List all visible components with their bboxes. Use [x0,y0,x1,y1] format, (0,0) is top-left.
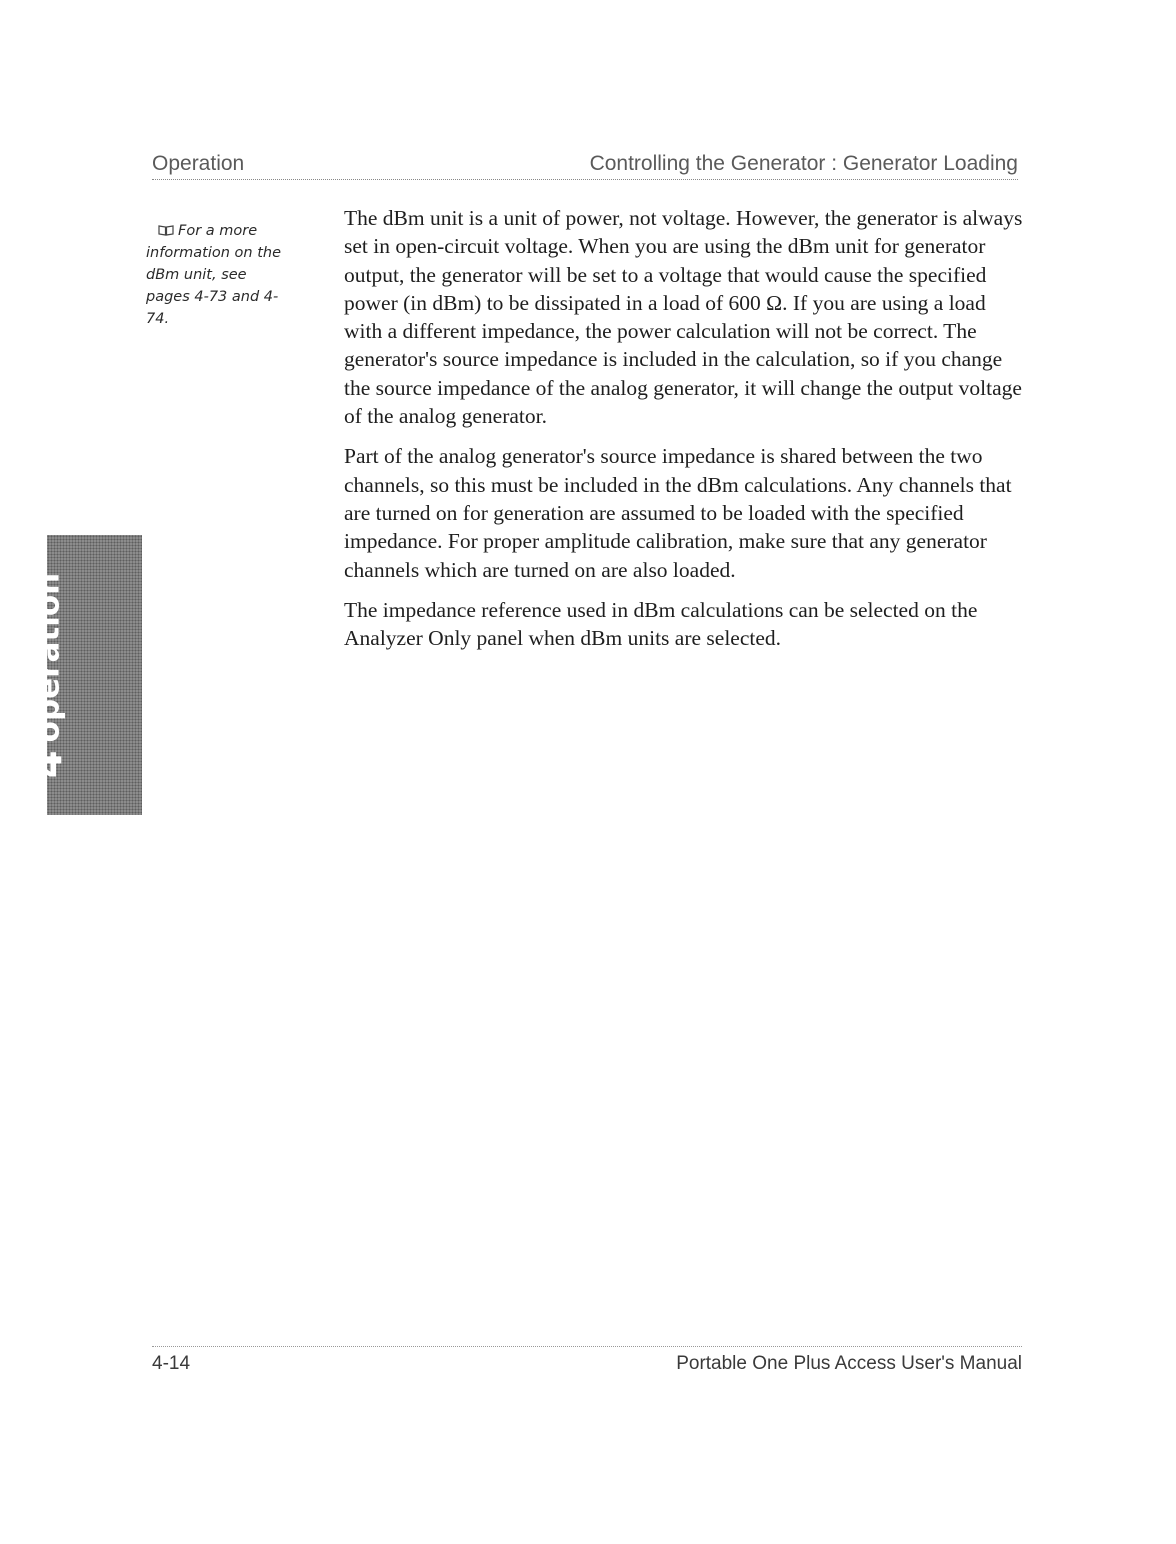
chapter-tab-label [0,535,95,815]
chapter-name: operation [29,572,66,742]
paragraph: The dBm unit is a unit of power, not voltage. However, the generator is always set in open-circuit voltage. When you are using the dBm unit for generator output, the generator will be set to a voltage that would cause the specified power (in dBm) to be dissipated in a load of 600 Ω. If you are using a load with a different impedance, the power calculation will not be correct. The generator's source impedance is included in the calculation, so if you change the source impedance of the analog generator, it will change the output voltage of the analog generator. [344,206,1023,429]
page-footer [152,1346,1022,1380]
manual-title: Portable One Plus Access User's Manual [676,1353,1022,1374]
page-title: Controlling the Generator : Generator Loading [589,152,1018,175]
paragraph: Part of the analog generator's source impedance is shared between the two channels, so this must be included in the dBm calculations. Any channels that are turned on for generation are assumed to be loaded with the specified impedance. For proper amplitude calibration, make sure that any generator channels which are turned on are also loaded. [344,444,1012,582]
margin-note [146,220,286,330]
book-icon [158,221,174,233]
main-content [344,204,1024,664]
chapter-number: 4 [24,749,71,778]
margin-note-text: For a more information on the dBm unit, see pages 4-73 and 4-74. [146,223,282,327]
page-number: 4-14 [152,1353,191,1374]
section-title: Operation [152,152,245,175]
page-header [152,150,1018,180]
paragraph: The impedance reference used in dBm calculations can be selected on the Analyzer Only panel when dBm units are selected. [344,597,978,651]
